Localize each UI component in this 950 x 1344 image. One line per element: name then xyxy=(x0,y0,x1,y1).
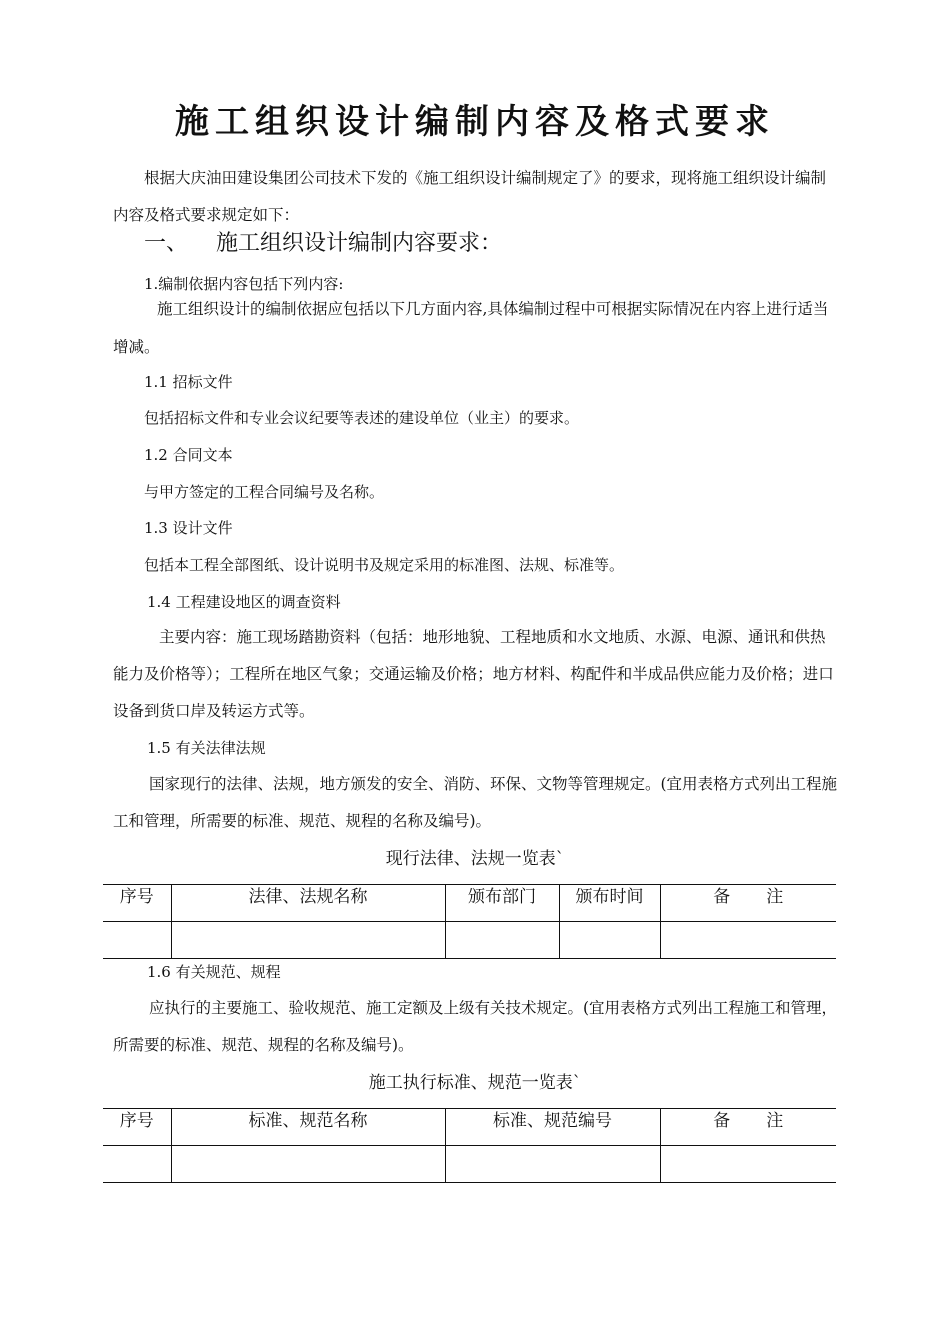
table-cell xyxy=(171,922,445,959)
section-number: 一、 xyxy=(144,231,189,256)
section-heading xyxy=(144,226,502,262)
item-1-3-heading: 1.3 设计文件 xyxy=(144,519,233,537)
item-1-4-body: 主要内容：施工现场踏勘资料（包括：地形地貌、工程地质和水文地质、水源、电源、通讯和供热能力及价格等）；工程所在地区气象；交通运输及价格；地方材料、构配件和半成品供应能力及价格；进口设备到货口岸及转运方式等。 xyxy=(113,628,834,720)
header-cell: 颁布时间 xyxy=(559,885,660,922)
item-1-3-body: 包括本工程全部图纸、设计说明书及规定采用的标准图、法规、标准等。 xyxy=(144,556,625,574)
item-1-2-heading: 1.2 合同文本 xyxy=(144,446,233,464)
item-1-5-heading: 1.5 有关法律法规 xyxy=(147,739,266,757)
header-cell: 标准、规范编号 xyxy=(445,1109,660,1146)
item-1-heading: 1.编制依据内容包括下列内容: xyxy=(144,275,344,293)
table-cell xyxy=(103,1146,171,1183)
table-header-row xyxy=(103,1109,836,1146)
table-row xyxy=(103,1146,836,1183)
table-header-row xyxy=(103,885,836,922)
remark-char-1: 备 xyxy=(713,887,731,907)
item-1-1-body: 包括招标文件和专业会议纪要等表述的建设单位（业主）的要求。 xyxy=(144,409,580,427)
remark-char-2: 注 xyxy=(766,1111,784,1131)
header-cell xyxy=(660,885,836,922)
header-cell: 标准、规范名称 xyxy=(171,1109,445,1146)
item-1-body: 施工组织设计的编制依据应包括以下几方面内容,具体编制过程中可根据实际情况在内容上进行适当增减。 xyxy=(113,300,829,356)
item-1-6-heading: 1.6 有关规范、规程 xyxy=(147,963,281,981)
intro-paragraph: 根据大庆油田建设集团公司技术下发的《施工组织设计编制规定了》的要求，现将施工组织设计编制内容及格式要求规定如下： xyxy=(113,169,827,224)
standards-table xyxy=(103,1108,836,1183)
table-cell xyxy=(660,1146,836,1183)
document-title: 施工组织设计编制内容及格式要求 xyxy=(175,102,775,142)
laws-table xyxy=(103,884,836,959)
table-cell xyxy=(171,1146,445,1183)
header-cell xyxy=(660,1109,836,1146)
table-cell xyxy=(445,1146,660,1183)
header-cell: 序号 xyxy=(103,1109,171,1146)
table-cell xyxy=(103,922,171,959)
table-2-caption: 施工执行标准、规范一览表` xyxy=(368,1073,582,1093)
remark-char-2: 注 xyxy=(766,887,784,907)
item-1-1-heading: 1.1 招标文件 xyxy=(144,373,233,391)
item-1-4-heading: 1.4 工程建设地区的调查资料 xyxy=(147,593,341,611)
header-cell: 序号 xyxy=(103,885,171,922)
item-1-2-body: 与甲方签定的工程合同编号及名称。 xyxy=(144,483,385,501)
item-1-6-body: 应执行的主要施工、验收规范、施工定额及上级有关技术规定。(宜用表格方式列出工程施工和管理，所需要的标准、规范、规程的名称及编号)。 xyxy=(113,999,838,1054)
header-cell: 法律、法规名称 xyxy=(171,885,445,922)
item-1-5-body: 国家现行的法律、法规，地方颁发的安全、消防、环保、文物等管理规定。(宜用表格方式列出工程施工和管理，所需要的标准、规范、规程的名称及编号)。 xyxy=(113,775,838,830)
table-row xyxy=(103,922,836,959)
header-cell: 颁布部门 xyxy=(445,885,559,922)
remark-char-1: 备 xyxy=(713,1111,731,1131)
table-cell xyxy=(559,922,660,959)
table-1-caption: 现行法律、法规一览表` xyxy=(385,849,565,869)
table-cell xyxy=(660,922,836,959)
table-cell xyxy=(445,922,559,959)
section-title: 施工组织设计编制内容要求： xyxy=(216,231,503,256)
